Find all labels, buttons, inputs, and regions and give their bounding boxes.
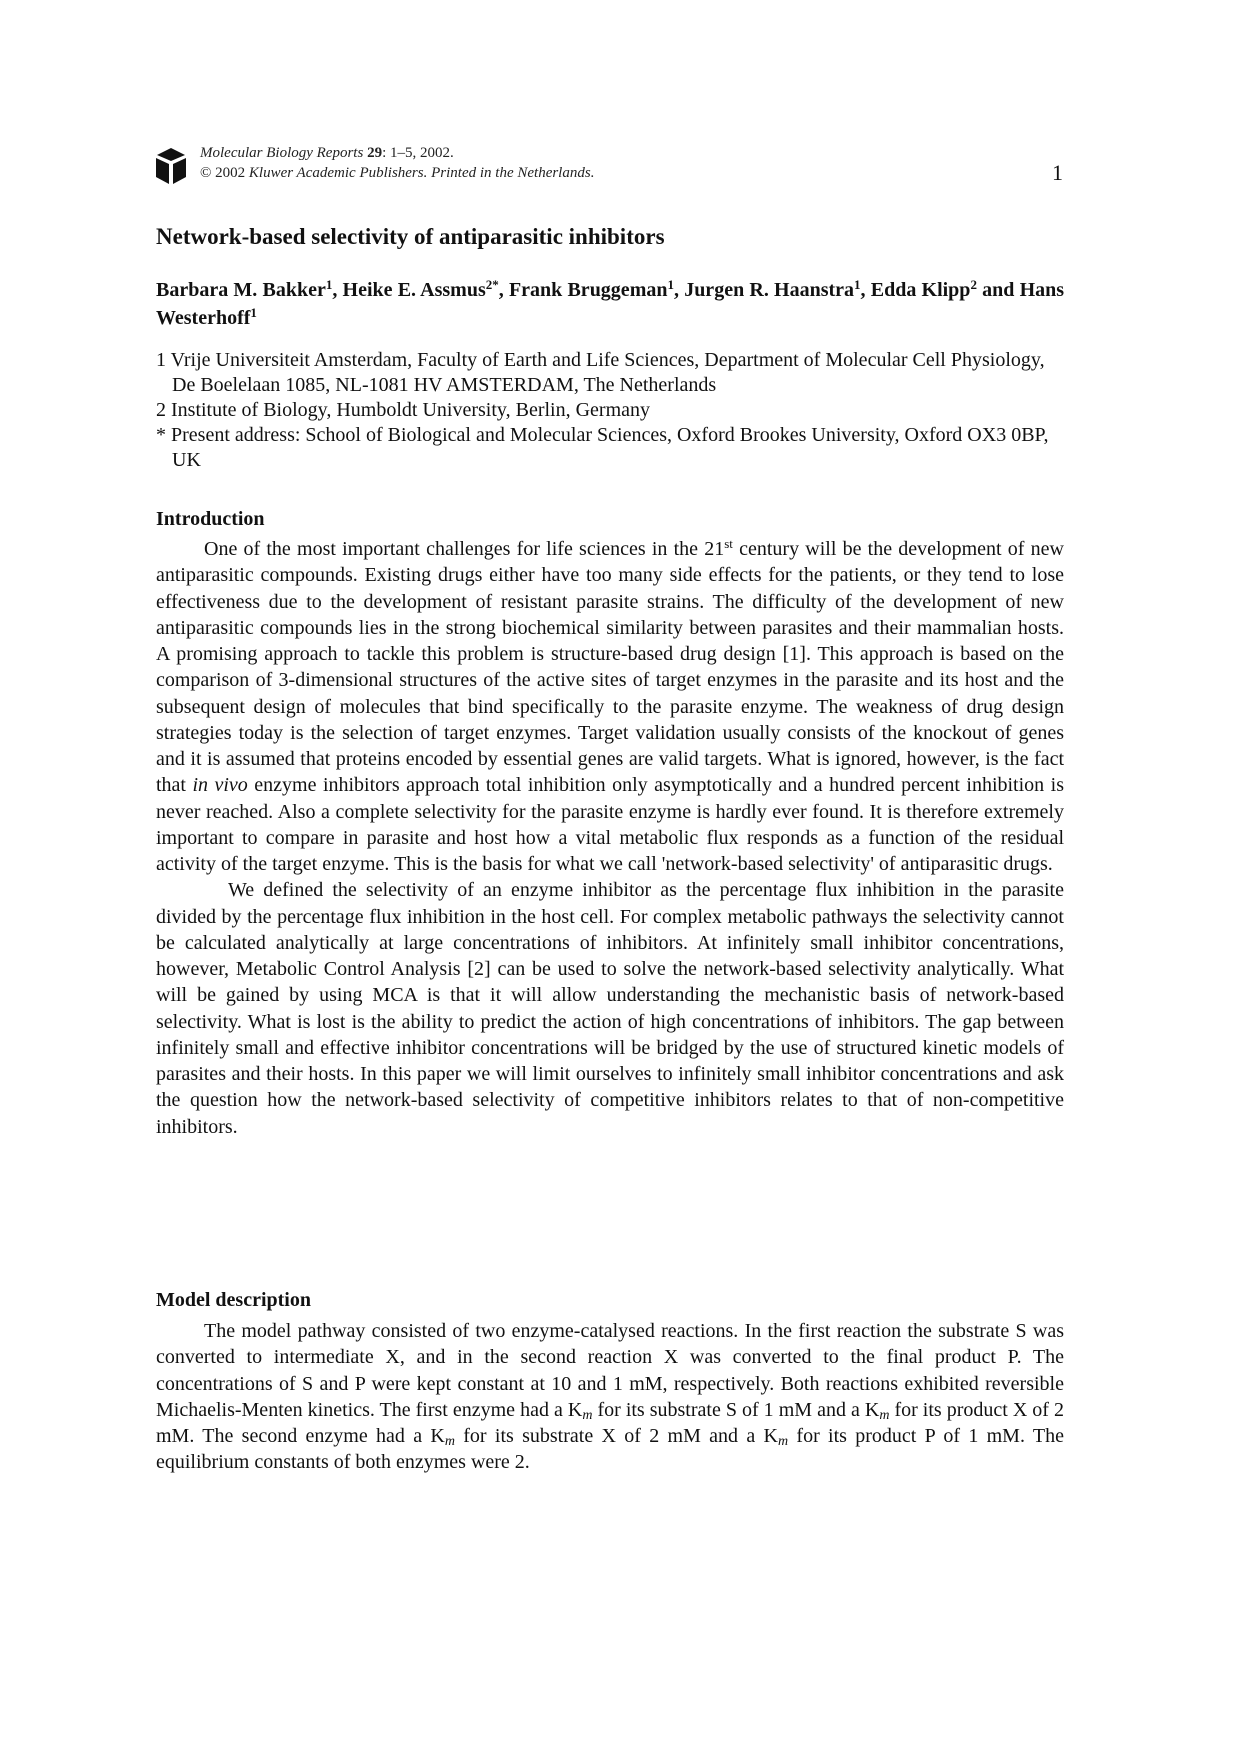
affiliation-item: 1 Vrije Universiteit Amsterdam, Faculty of Earth and Life Sciences, Department of Molecular Cell Physiology, De Boelelaan 1085, NL-1081 HV AMSTERDAM, The Netherlands (156, 349, 1045, 396)
printed-location: Printed in the Netherlands. (431, 165, 595, 181)
introduction-body (156, 536, 1064, 1140)
author-list: Barbara M. Bakker$^1$, Heike E. Assmus$^{2*}$, Frank Bruggeman$^1$, Jurgen R. Haanstra$^1$, Edda Klipp$^2$ and Hans Westerhoff$^1$ (156, 277, 1065, 329)
author-affiliation-mark: 1 (325, 277, 333, 292)
author-affiliation-mark: 1 (854, 277, 861, 292)
author-name: Jurgen R. Haanstra (684, 279, 855, 301)
km-subscript: m (778, 1434, 789, 1449)
km-subscript: m (879, 1407, 890, 1423)
author-connector: and (982, 279, 1015, 301)
km-subscript: m (582, 1407, 593, 1423)
ordinal-suffix: st (724, 536, 733, 551)
italic-term: in vivo (192, 774, 248, 797)
introduction-paragraph: We defined the selectivity of an enzyme inhibitor as the percentage flux inhibition in the parasite divided by the percentage flux inhibition in the host cell. For complex metabolic pathways the selectivity cannot be calculated analytically at large concentrations of inhibitors. At infinitely small inhibitor concentrations, however, Metabolic Control Analysis [2] can be used to solve the network-based selectivity analytically. What will be gained by using MCA is that it will allow understanding the mechanistic basis of network-based selectivity. What is lost is the ability to predict the action of high concentrations of inhibitors. The gap between infinitely small and effective inhibitor concentrations will be bridged by the use of structured kinetic models of parasites and their hosts. In this paper we will limit ourselves to infinitely small inhibitor concentrations and ask the question how the network-based selectivity of competitive inhibitors relates to that of non-competitive inhibitors. (156, 879, 1064, 1138)
page-number: 1 (1052, 160, 1063, 185)
author-affiliation-mark: 1 (250, 305, 257, 320)
paragraph-text: The model pathway consisted of two enzyme-catalysed reactions. In the first reaction the substrate S was converted to intermediate X, and in the second reaction X was converted to the final product P. The concentrations of S and P were kept constant at 10 and 1 mM, respectively. Both reactions exhibited reversible Michaelis-Menten kinetics. The first enzyme had a K (156, 1320, 1064, 1421)
journal-citation (200, 143, 594, 183)
author-affiliation-mark: 1 (667, 277, 674, 292)
affiliation-item: 2 Institute of Biology, Humboldt University, Berlin, Germany (156, 399, 651, 421)
section-heading-introduction: Introduction (156, 508, 265, 530)
publisher-name: Kluwer Academic Publishers. (248, 165, 428, 181)
journal-name: Molecular Biology Reports (200, 145, 364, 161)
affiliation-item: * Present address: School of Biological and Molecular Sciences, Oxford Brookes University, Oxford OX3 0BP, UK (156, 424, 1049, 471)
journal-volume: 29 (367, 145, 383, 161)
km-subscript: m (444, 1434, 455, 1449)
introduction-paragraph (156, 536, 1064, 877)
author-affiliation-mark: 2* (485, 277, 499, 292)
model-description-body (156, 1318, 1064, 1476)
affiliation-list (156, 348, 1068, 473)
author-name: Edda Klipp (870, 279, 971, 301)
paragraph-text: enzyme inhibitors approach total inhibition only asymptotically and a hundred percent inhibition is never reached. Also a complete selectivity for the parasite enzyme is hardly ever found. It is therefore extremely important to compare in parasite and host how a vital metabolic flux responds as a function of the residual activity of the target enzyme. This is the basis for what we call 'network-based selectivity' of antiparasitic drugs. (156, 774, 1064, 875)
paper-title: Network-based selectivity of antiparasitic inhibitors (156, 224, 665, 249)
author-name: Hans Westerhoff (156, 279, 1065, 329)
model-paragraph (156, 1318, 1064, 1476)
author-name: Barbara M. Bakker (156, 279, 326, 301)
author-name: Frank Bruggeman (508, 279, 668, 301)
paragraph-text: for its substrate S of 1 mM and a K (592, 1398, 880, 1421)
paragraph-text: One of the most important challenges for life sciences in the 21 (204, 538, 725, 560)
copyright-notice: © 2002 (200, 165, 246, 181)
section-heading-model-description: Model description (156, 1289, 311, 1311)
publisher-logo-icon (156, 148, 186, 184)
paragraph-text: century will be the development of new antiparasitic compounds. Existing drugs either have too many side effects for the patients, or they tend to lose effectiveness due to the development of resistant parasite strains. The difficulty of the development of new antiparasitic compounds lies in the strong biochemical similarity between parasites and their mammalian hosts. A promising approach to tackle this problem is structure-based drug design [1]. This approach is based on the comparison of 3-dimensional structures of the active sites of target enzymes in the parasite and its host and the subsequent design of molecules that bind specifically to the parasite enzyme. The weakness of drug design strategies today is the selection of target enzymes. Target validation usually consists of the knockout of genes and it is assumed that proteins encoded by essential genes are valid targets. What is ignored, however, is the fact that (156, 538, 1064, 797)
journal-pages-year: : 1–5, 2002. (382, 145, 454, 161)
paragraph-text: for its substrate X of 2 mM and a K (454, 1425, 778, 1447)
author-name: Heike E. Assmus (342, 279, 486, 301)
paragraph-text: for its product X of 2 mM. The second enzyme had a K (156, 1398, 1064, 1447)
author-affiliation-mark: 2 (970, 277, 977, 292)
paragraph-text: for its product P of 1 mM. The equilibrium constants of both enzymes were 2. (156, 1425, 1065, 1474)
